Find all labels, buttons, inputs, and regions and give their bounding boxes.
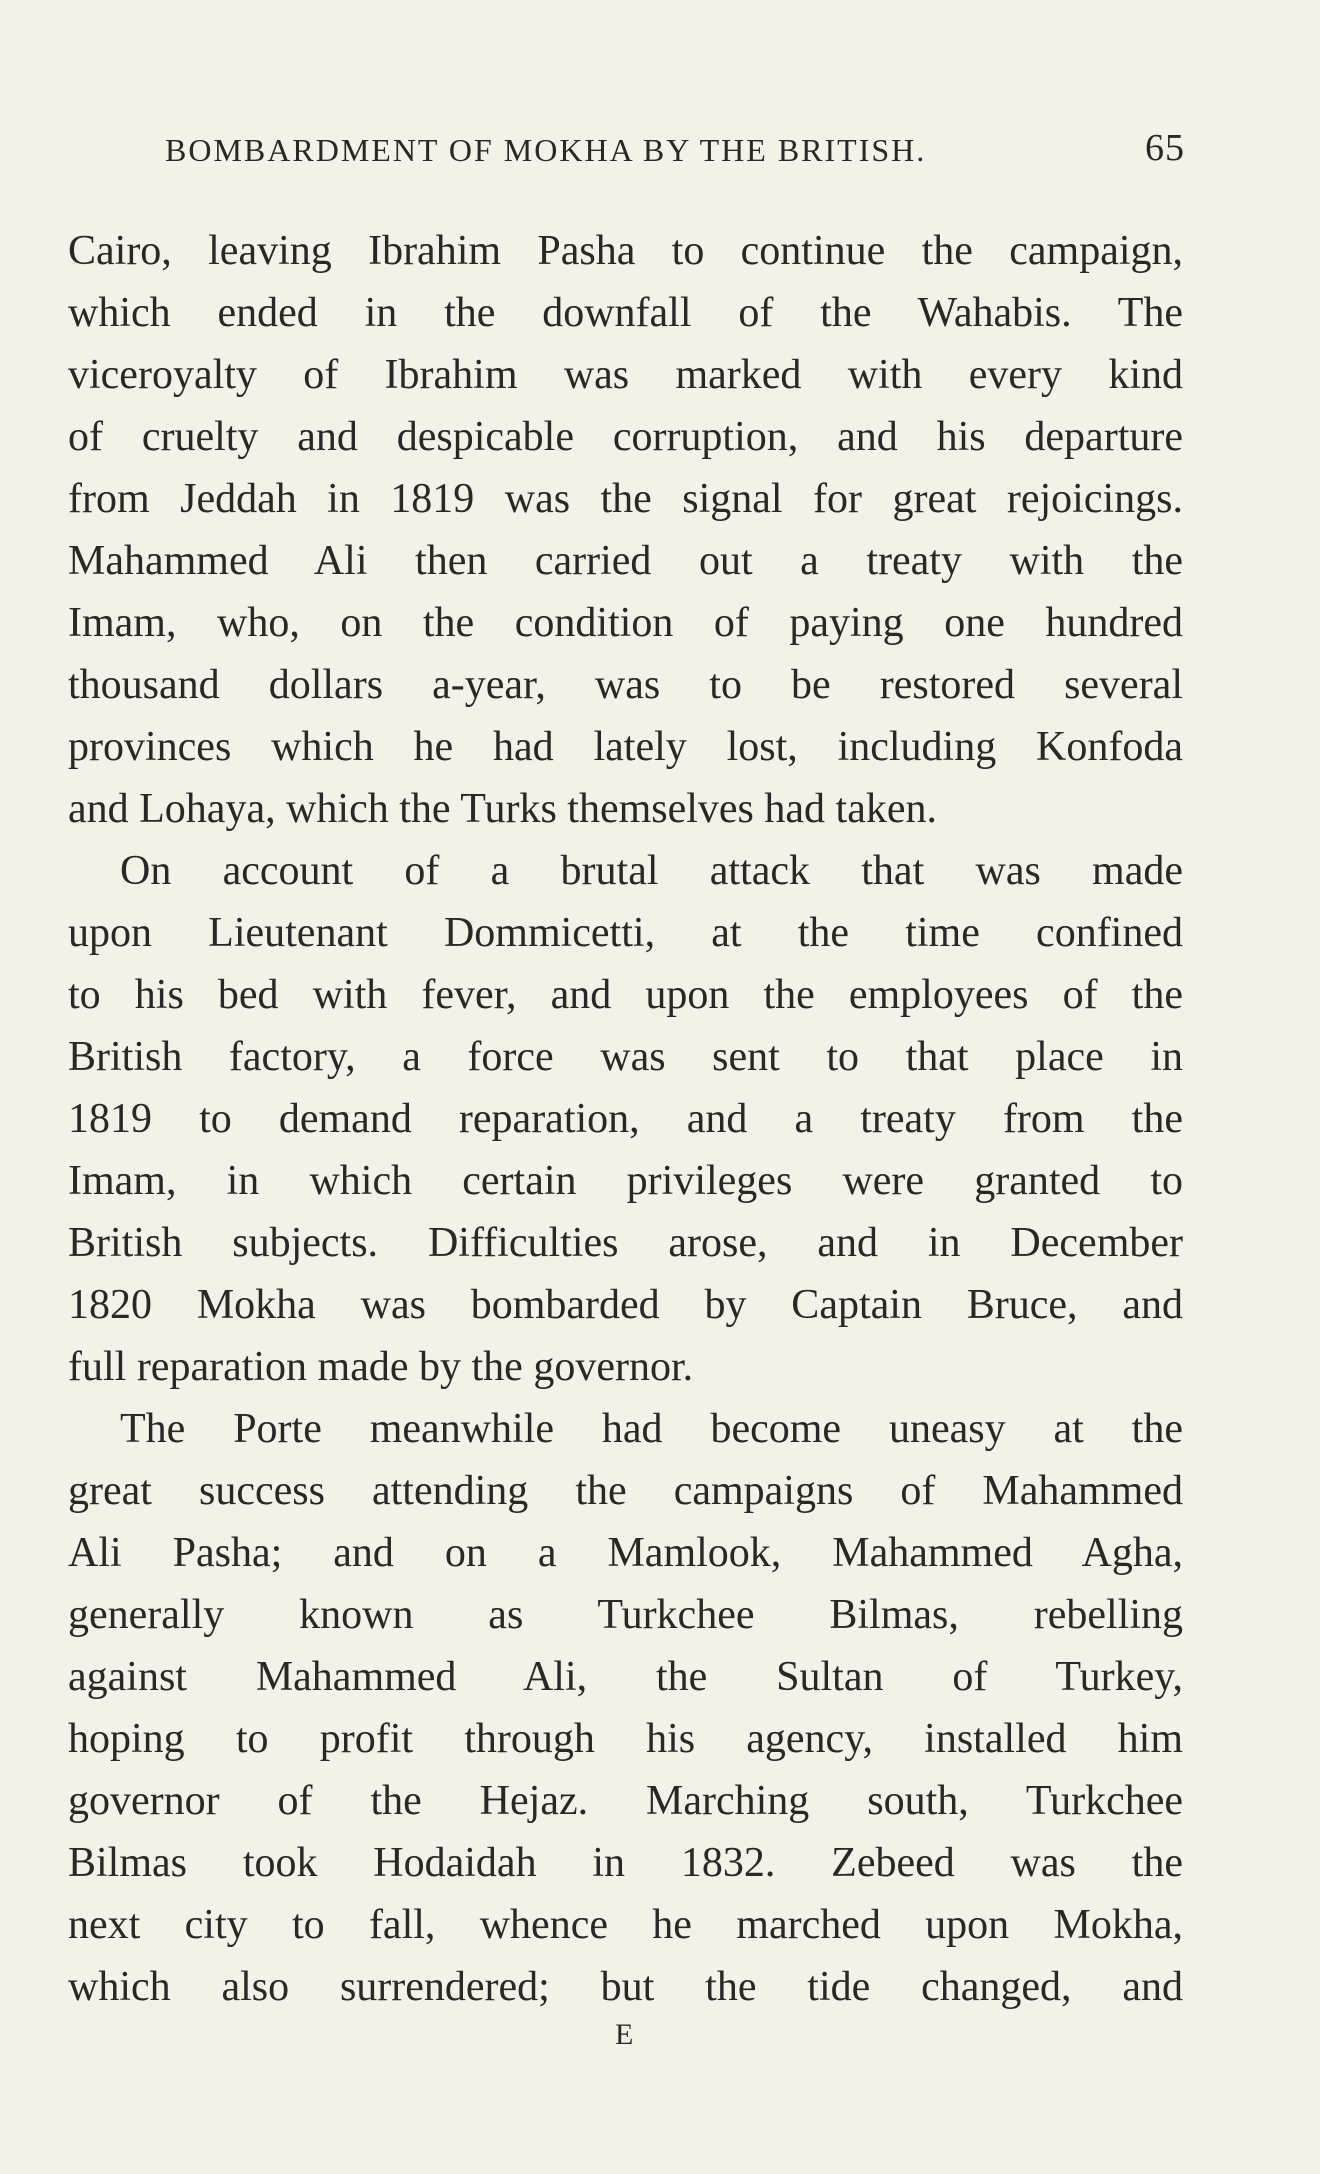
text-line: generally known as Turkchee Bilmas, rebelling [68, 1592, 1183, 1638]
running-header [165, 120, 1185, 180]
text-line: 1819 to demand reparation, and a treaty from the [68, 1096, 1183, 1142]
text-line: which also surrendered; but the tide changed, and [68, 1964, 1183, 2010]
text-line: upon Lieutenant Dommicetti, at the time confined [68, 910, 1183, 956]
text-line: thousand dollars a-year, was to be restored several [68, 662, 1183, 708]
text-line: of cruelty and despicable corruption, and his departure [68, 414, 1183, 460]
text-line: The Porte meanwhile had become uneasy at the [120, 1406, 1183, 1452]
text-line: Bilmas took Hodaidah in 1832. Zebeed was the [68, 1840, 1183, 1886]
text-line: hoping to profit through his agency, installed him [68, 1716, 1183, 1762]
text-line: from Jeddah in 1819 was the signal for great rejoicings. [68, 476, 1183, 522]
text-line: Cairo, leaving Ibrahim Pasha to continue the campaign, [68, 228, 1183, 274]
paragraph-3 [68, 1398, 1183, 2018]
text-line: Ali Pasha; and on a Mamlook, Mahammed Agha, [68, 1530, 1183, 1576]
paragraph-2 [68, 840, 1183, 1398]
chapter-running-title: BOMBARDMENT OF MOKHA BY THE BRITISH. [165, 132, 927, 168]
text-line: On account of a brutal attack that was made [120, 848, 1183, 894]
text-line: to his bed with fever, and upon the employees of the [68, 972, 1183, 1018]
paragraph-1 [68, 220, 1183, 840]
text-line: great success attending the campaigns of Mahammed [68, 1468, 1183, 1514]
text-line: governor of the Hejaz. Marching south, Turkchee [68, 1778, 1183, 1824]
body-text [68, 220, 1183, 2018]
text-line: which ended in the downfall of the Wahabis. The [68, 290, 1183, 336]
text-line: British subjects. Difficulties arose, and in December [68, 1220, 1183, 1266]
text-line: Imam, who, on the condition of paying one hundred [68, 600, 1183, 646]
text-line: and Lohaya, which the Turks themselves had taken. [68, 786, 937, 832]
signature-mark: E [615, 2018, 635, 2051]
text-line: next city to fall, whence he marched upon Mokha, [68, 1902, 1183, 1948]
text-line: against Mahammed Ali, the Sultan of Turkey, [68, 1654, 1183, 1700]
text-line: full reparation made by the governor. [68, 1344, 694, 1390]
text-line: viceroyalty of Ibrahim was marked with every kind [68, 352, 1183, 398]
text-line: Imam, in which certain privileges were granted to [68, 1158, 1183, 1204]
text-line: provinces which he had lately lost, including Konfoda [68, 724, 1183, 770]
text-line: British factory, a force was sent to that place in [68, 1034, 1183, 1080]
text-line: Mahammed Ali then carried out a treaty with the [68, 538, 1183, 584]
text-line: 1820 Mokha was bombarded by Captain Bruce, and [68, 1282, 1183, 1328]
page-number: 65 [1145, 127, 1185, 169]
